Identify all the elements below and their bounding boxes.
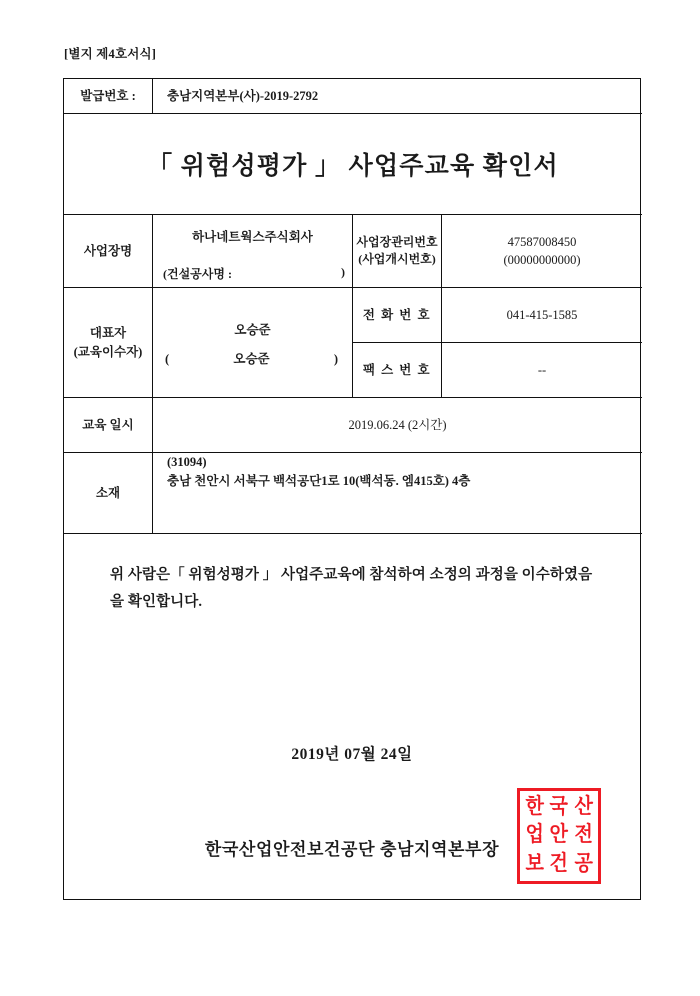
seal-char-4: 업 [525, 822, 544, 848]
certificate-frame [63, 78, 641, 900]
representative-name-paren-row [153, 350, 352, 368]
representative-label [64, 288, 153, 398]
construction-name-row [153, 265, 353, 282]
representative-name-inner [153, 288, 352, 397]
telephone-value: 041-415-1585 [442, 288, 642, 343]
management-number-cell [442, 215, 642, 288]
representative-label-line1: 대표자 [89, 326, 127, 341]
telephone-label: 전 화 번 호 [353, 288, 442, 343]
issuer-name: 한국산업안전보건공단 충남지역본부장 [204, 840, 500, 859]
seal-char-7: 보 [525, 851, 544, 877]
representative-close-paren: ) [333, 352, 338, 366]
address-street: 충남 천안시 서북구 백석공단1로 10(백석동. 엠415호) 4층 [167, 474, 471, 489]
representative-open-paren: ( [165, 352, 170, 366]
education-date-label: 교육 일시 [64, 398, 153, 453]
seal-char-6: 전 [574, 822, 593, 848]
seal-char-1: 한 [525, 794, 544, 820]
site-name-value: 하나네트웍스주식회사 [192, 230, 313, 244]
official-red-seal [517, 788, 601, 884]
seal-char-5: 안 [549, 822, 569, 848]
management-number-label [353, 215, 442, 288]
site-name-label: 사업장명 [64, 215, 153, 288]
address-cell [153, 453, 642, 534]
fax-label: 팩 스 번 호 [353, 343, 442, 398]
management-number-label-line2: (사업개시번호) [358, 252, 436, 266]
address-label: 소재 [64, 453, 153, 534]
certification-statement: 위 사람은「 위험성평가 」 사업주교육에 참석하여 소정의 과정을 이수하였음을 확인합니다. [110, 567, 593, 610]
address-zip-code: (31094) [167, 455, 207, 469]
management-number-value: 47587008450 [507, 234, 577, 249]
representative-label-line2: (교육이수자) [73, 344, 143, 359]
management-number-label-line1: 사업장관리번호 [356, 235, 438, 250]
construction-name-close-paren: ) [341, 265, 345, 279]
seal-char-8: 건 [549, 851, 569, 877]
education-date-value: 2019.06.24 (2시간) [153, 398, 642, 453]
seal-char-9: 공 [574, 851, 593, 877]
representative-name-value: 오승준 [234, 323, 271, 337]
certificate-date: 2019년 07월 24일 [291, 746, 413, 763]
seal-char-2: 국 [549, 794, 569, 820]
business-start-number-value: (00000000000) [503, 253, 581, 267]
form-code-label: [별지 제4호서식] [64, 47, 157, 61]
construction-name-label: (건설공사명 : [163, 267, 232, 281]
issue-number-label: 발급번호 : [64, 79, 153, 114]
issue-number-value: 충남지역본부(사)-2019-2792 [153, 79, 642, 114]
seal-char-3: 산 [574, 794, 593, 820]
representative-name-secondary: 오승준 [233, 352, 270, 366]
document-title: 「 위험성평가 」 사업주교육 확인서 [147, 153, 559, 180]
title-band [64, 114, 642, 215]
representative-name-cell [153, 288, 353, 398]
fax-value: -- [442, 343, 642, 398]
